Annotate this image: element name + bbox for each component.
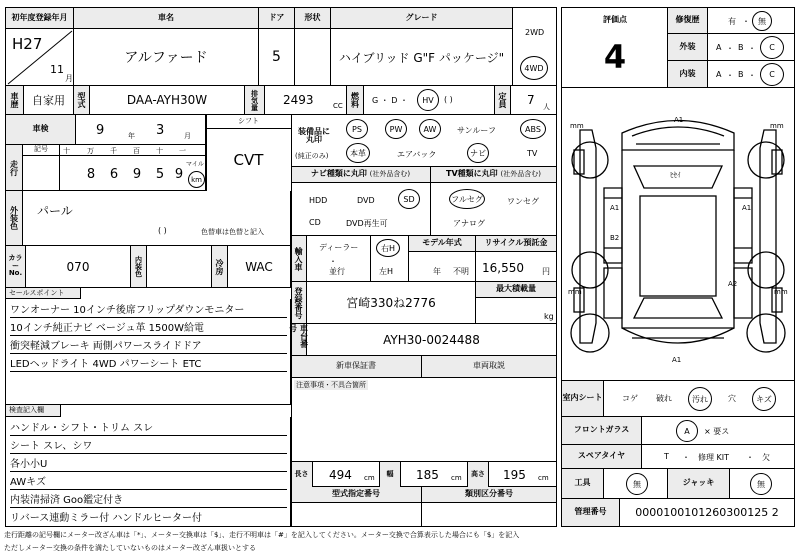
nav-type-body (291, 183, 431, 236)
import-dealer-cell (307, 236, 371, 282)
notes-line-4: 内装清掃済 Goo鑑定付き (10, 491, 287, 508)
equip-tv: TV (527, 149, 538, 158)
tool-value: 無 (633, 479, 641, 489)
mark-a1-bottom: A1 (672, 356, 682, 364)
seat-yogore-circle (688, 387, 712, 411)
footer-line-1: 走行距離の記号欄にメーター改ざん車は「*」、メーター交換車は「$」、走行不明車は「#」を記入してください。メーター交換で合算表示した場合にも「$」を記入 (4, 531, 520, 539)
int-grade-c-circle (760, 63, 784, 86)
registration-value: 宮崎330ね2776 (307, 282, 476, 324)
height-value: 195 (503, 468, 526, 482)
model-year-unit: 年 (433, 267, 441, 276)
import-dealer-dot: ・ (329, 257, 337, 266)
class-label: 類別区分番号 (422, 487, 556, 503)
model-label: 型式 (74, 86, 90, 115)
footer-line-2: ただしメーター交換の条件を満たしていないものはメーター改ざん車扱いとする (4, 544, 256, 552)
repair-dot: ・ (742, 17, 750, 26)
equip-sunroof: サンルーフ (457, 126, 496, 135)
spare-kit: 修理 KIT (698, 453, 730, 462)
max-load-unit: kg (544, 312, 554, 321)
equip-ps-label: PS (352, 124, 362, 134)
equip-navi-label: ナビ (470, 148, 486, 158)
glass-label: フロントガラス (562, 417, 642, 445)
color-no-value: 070 (26, 246, 131, 288)
import-handle-cell (371, 236, 409, 282)
shift-label: シフト (206, 115, 291, 129)
jack-label: ジャッキ (668, 469, 730, 499)
nav-dvd-play: DVD再生可 (346, 219, 388, 228)
manual-label: 車両取説 (422, 356, 556, 378)
digit-2: 9 (132, 166, 142, 182)
seat-kizu: キズ (756, 394, 772, 404)
right-h-circle (376, 239, 400, 257)
digit-head-2: 千 (110, 147, 117, 155)
seat-koge: コゲ (622, 394, 638, 403)
length-value: 494 (329, 468, 352, 482)
ext-dot-2: ・ (748, 44, 756, 53)
spare-cell (642, 445, 794, 469)
seat-yogore: 汚れ (692, 394, 708, 404)
ext-grade-a: A (716, 43, 722, 52)
score-cell (562, 8, 668, 88)
digit-3: 5 (155, 166, 165, 182)
seat-cell (604, 381, 794, 417)
exterior-paren: ( ) (158, 226, 167, 235)
left-h: 左H (379, 267, 394, 276)
inspection-year: 9 (96, 123, 105, 138)
inspection-year-unit: 年 (128, 132, 135, 140)
exterior-grade-label: 外装 (668, 34, 708, 61)
drive-2wd: 2WD (525, 28, 545, 37)
repair-yes: 有 (728, 17, 736, 26)
tv-type-body (431, 183, 556, 236)
exterior-cell (23, 191, 291, 246)
displacement-cell (265, 86, 347, 115)
nav-sd (398, 189, 420, 209)
mark-a1-left: A1 (610, 204, 620, 212)
seat-label: 室内シート (562, 381, 604, 417)
interior-color-value (147, 246, 212, 288)
tool-cell (604, 469, 668, 499)
jack-cell (730, 469, 794, 499)
warranty-label: 新車保証書 (291, 356, 422, 378)
nav-type-sub: (社外品含む) (369, 169, 411, 178)
mark-b2: B2 (610, 234, 620, 242)
sales-line-2: 衝突軽減ブレーキ 両側パワースライドドア (10, 337, 287, 354)
spare-t: T (664, 452, 669, 461)
import-parallel: 並行 (329, 267, 345, 276)
nav-type-label: ナビ種類に丸印 (310, 169, 367, 179)
int-grade-a: A (716, 70, 722, 79)
car-name-label: 車名 (74, 8, 259, 29)
capacity-label: 定員 (495, 86, 511, 115)
digit-head-0: 十 (63, 147, 70, 155)
equipment-label: 装備品に丸印 (298, 126, 330, 144)
displacement-label: 排気量 (245, 86, 265, 115)
digit-head-4: 十 (156, 147, 163, 155)
inspection-label: 車検 (6, 115, 76, 145)
equipment-block (291, 115, 556, 167)
exterior-label: 外装色 (6, 191, 23, 246)
ext-dot-1: ・ (726, 44, 734, 53)
length-unit: cm (364, 474, 375, 482)
equip-abs (520, 119, 546, 139)
type-cert-label: 型式指定番号 (291, 487, 422, 503)
equip-leather (346, 143, 370, 163)
year-value: H27 (12, 35, 43, 53)
mm-label-1: mm (570, 122, 584, 130)
sales-line-3: LEDヘッドライト 4WD パワーシート ETC (10, 355, 287, 372)
digit-head-3: 百 (133, 147, 140, 155)
door-value: 5 (259, 29, 295, 86)
inspector-notes-box (6, 417, 291, 526)
int-grade-c: C (769, 70, 775, 79)
model-year-label: モデル年式 (409, 236, 476, 252)
import-dealer: ディーラー (319, 243, 359, 252)
unit-mile: マイル (186, 161, 204, 168)
drive-cell (513, 8, 556, 86)
seat-ana: 穴 (728, 394, 736, 403)
tv-oneseg: ワンセグ (507, 197, 539, 206)
month-value: 11 (50, 63, 64, 76)
ext-grade-c-circle (760, 36, 784, 59)
glass-a-circle (676, 420, 698, 442)
glass-a: A (684, 426, 690, 436)
equip-aw (419, 119, 441, 139)
shape-value (295, 29, 331, 86)
frame-label: 車台番号 (291, 324, 307, 356)
color-no-label: カラーNo. (6, 246, 26, 288)
notes-line-0: ハンドル・シフト・トリム スレ (10, 419, 287, 436)
digit-1: 6 (109, 166, 119, 182)
tv-type-header (431, 167, 556, 183)
digit-4: 9 (174, 166, 184, 182)
displacement-unit: CC (333, 102, 343, 110)
equip-pw (385, 119, 407, 139)
notes-line-5: リバース連動ミラー付 ハンドルヒーター付 (10, 513, 202, 524)
model-year-value: 不明 (453, 267, 469, 276)
mm-label-2: mm (770, 122, 784, 130)
inspection-cell (76, 115, 206, 145)
fuel-options: G ・ D ・ (372, 96, 408, 105)
type-cert-value (291, 503, 422, 526)
seat-yabure: 破れ (656, 394, 672, 403)
mark-hisei: ﾋｾｲ (670, 171, 681, 179)
max-load-cell (476, 298, 556, 324)
mgmt-label: 管理番号 (562, 499, 620, 526)
equip-ps (346, 119, 368, 139)
sales-points-label: セールスポイント (6, 288, 81, 299)
mileage-label: 走行 (6, 145, 23, 191)
grade-value: ハイブリッド G"F パッケージ" (331, 29, 513, 86)
unit-km-circle (188, 171, 205, 188)
nav-hdd: HDD (309, 196, 328, 205)
tool-label: 工具 (562, 469, 604, 499)
capacity-cell (511, 86, 556, 115)
capacity-unit: 人 (543, 103, 550, 111)
category-label: 車歴 (6, 86, 24, 115)
equip-abs-label: ABS (525, 124, 541, 134)
dimensions-row (291, 461, 556, 487)
notes-line-1: シート スレ、シワ (10, 437, 287, 454)
door-label: ドア (259, 8, 295, 29)
interior-grade-label: 内装 (668, 61, 708, 88)
glass-x: × 要ス (704, 427, 730, 436)
seat-kizu-circle (752, 387, 776, 411)
digit-head-5: 一 (179, 147, 186, 155)
cooler-label: 冷房 (212, 246, 228, 288)
notes-line-3: AWキズ (10, 473, 287, 490)
equip-aw-label: AW (423, 124, 437, 134)
jack-value: 無 (757, 479, 765, 489)
spare-dot-2: ・ (746, 453, 754, 462)
height-unit: cm (538, 474, 549, 482)
equip-airbag: エアバック (397, 150, 437, 159)
interior-grade-cell (708, 61, 794, 88)
mark-a1-top: A1 (674, 116, 684, 124)
sales-line-1: 10インチ純正ナビ ベージュ革 1500W給電 (10, 319, 287, 336)
mark-a2: A2 (728, 280, 738, 288)
spare-ketsu: 欠 (762, 453, 770, 462)
mileage-mark-label: 記号 (23, 145, 59, 156)
score-value: 4 (603, 38, 627, 76)
nav-sd-label: SD (403, 194, 415, 204)
fuel-label: 燃料 (347, 86, 364, 115)
width-unit: cm (451, 474, 462, 482)
glass-cell (642, 417, 794, 445)
tv-fullseg-label: フルセグ (451, 194, 483, 204)
frame-value: AYH30-0024488 (307, 324, 556, 356)
spare-label: スペアタイヤ (562, 445, 642, 469)
registration-label: 登録番号 (291, 282, 307, 324)
fuel-cell (364, 86, 495, 115)
month-unit: 月 (65, 74, 73, 83)
height-label: 高さ (467, 462, 489, 487)
tool-value-circle (626, 473, 648, 495)
equip-pw-label: PW (389, 124, 403, 134)
mm-label-3: mm (568, 288, 582, 296)
ext-grade-b: B (738, 43, 744, 52)
mgmt-value: 0000100101260300125 2 (635, 506, 779, 519)
recycle-value: 16,550 (482, 261, 524, 275)
fuel-paren: ( ) (444, 95, 453, 104)
spare-dot-1: ・ (682, 453, 690, 462)
interior-color-label: 内装色 (131, 246, 147, 288)
equip-navi (467, 143, 489, 163)
notes-defects-label: 注意事項・不具合箇所 (296, 381, 366, 389)
car-diagram (562, 88, 794, 381)
sales-line-0: ワンオーナー 10インチ後席フリップダウンモニター (10, 301, 287, 318)
import-label: 輸入車 (291, 236, 307, 282)
tv-analog: アナログ (453, 219, 485, 228)
car-name: アルファード (74, 29, 259, 86)
inspector-notes-label: 検査記入欄 (6, 405, 61, 417)
fuel-hv-circle (417, 89, 439, 111)
width-label: 幅 (379, 462, 401, 487)
displacement-value: 2493 (283, 93, 314, 107)
repair-cell (708, 8, 794, 34)
equipment-sub: (純正のみ) (295, 152, 329, 160)
fuel-selected: HV (422, 95, 434, 105)
digit-0: 8 (86, 166, 96, 182)
recycle-label: リサイクル預託金 (476, 236, 556, 252)
int-dot-2: ・ (748, 71, 756, 80)
max-load-label: 最大積載量 (476, 282, 556, 298)
recycle-unit: 円 (542, 267, 550, 276)
nav-cd: CD (309, 218, 321, 227)
recycle-cell (476, 252, 556, 282)
shift-value: CVT (233, 151, 264, 169)
int-dot-1: ・ (726, 71, 734, 80)
drive-4wd-circle (520, 56, 548, 80)
cooler-value: WAC (228, 246, 291, 288)
length-label: 長さ (291, 462, 313, 487)
digit-head-1: 万 (87, 147, 94, 155)
year-label: 初年度登録年月 (6, 8, 74, 29)
mileage-grid (23, 145, 206, 191)
model-value: DAA-AYH30W (90, 86, 245, 115)
left-divider (291, 115, 292, 526)
ext-grade-c: C (769, 43, 775, 52)
year-cell (6, 29, 74, 86)
shape-label: 形状 (295, 8, 331, 29)
mm-label-4: mm (774, 288, 788, 296)
repair-label: 修復歴 (668, 8, 708, 34)
car-outline (562, 88, 794, 381)
model-year-cell (409, 252, 476, 282)
exterior-note: 色替車は色替と記入 (201, 228, 264, 236)
category-value: 自家用 (24, 86, 74, 115)
repair-no: 無 (758, 16, 766, 26)
shift-border (206, 115, 207, 191)
mark-a1-right: A1 (742, 204, 752, 212)
repair-no-circle (752, 11, 772, 31)
tv-fullseg (449, 189, 485, 209)
grade-label: グレード (331, 8, 513, 29)
jack-value-circle (750, 473, 772, 495)
nav-type-header (291, 167, 431, 183)
nav-dvd: DVD (357, 196, 375, 205)
sales-points-box (6, 299, 291, 405)
unit-km: km (191, 175, 202, 184)
width-value: 185 (416, 468, 439, 482)
score-label: 評価点 (603, 14, 627, 24)
drive-4wd: 4WD (524, 63, 544, 73)
equip-leather-label: 本革 (350, 148, 366, 158)
capacity-value: 7 (527, 93, 535, 107)
notes-line-2: 各小小U (10, 455, 287, 472)
exterior-value: パール (37, 204, 73, 218)
inspection-month: 3 (156, 123, 165, 138)
int-grade-b: B (738, 70, 744, 79)
right-h: 右H (380, 243, 395, 253)
tv-type-label: TV種類に丸印 (446, 169, 498, 179)
tv-type-sub: (社外品含む) (500, 169, 541, 178)
exterior-grade-cell (708, 34, 794, 61)
inspection-month-unit: 月 (184, 132, 191, 140)
